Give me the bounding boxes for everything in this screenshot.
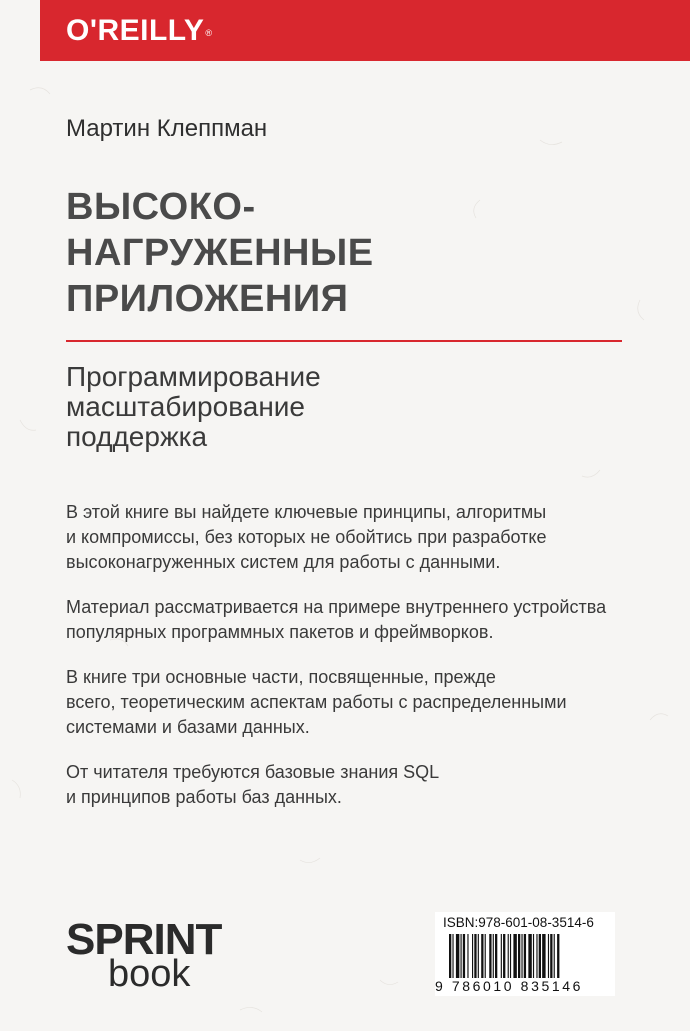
- title-line: ВЫСОКО-: [66, 186, 256, 228]
- description-line: В книге три основные части, посвященные, прежде: [66, 667, 496, 687]
- barcode-digits: 9 786010 835146: [435, 978, 583, 994]
- description-line: От читателя требуются базовые знания SQL: [66, 762, 440, 782]
- title-line: НАГРУЖЕННЫЕ: [66, 232, 374, 274]
- description-paragraph: [66, 760, 626, 810]
- description-paragraph: [66, 595, 626, 645]
- title-divider: [66, 340, 622, 342]
- imprint-logo: [66, 915, 226, 995]
- description-line: популярных программных пакетов и фреймворков.: [66, 622, 494, 642]
- description-line: и принципов работы баз данных.: [66, 787, 342, 807]
- description-line: системами и базами данных.: [66, 717, 310, 737]
- imprint-logo-line2: book: [108, 953, 191, 995]
- description-paragraph: [66, 665, 626, 740]
- description-paragraph: [66, 500, 626, 575]
- trademark-symbol: ®: [205, 28, 213, 38]
- imprint-logo-line1: SPRINT: [66, 915, 222, 964]
- isbn-label: ISBN:978-601-08-3514-6: [443, 915, 594, 930]
- book-description: [66, 500, 626, 830]
- author-name: Мартин Клеппман: [66, 115, 268, 142]
- subtitle-line: масштабирование: [66, 391, 305, 422]
- barcode-bars: [435, 934, 615, 978]
- description-line: высоконагруженных систем для работы с данными.: [66, 552, 501, 572]
- book-subtitle: [66, 362, 321, 452]
- description-line: всего, теоретическим аспектам работы с распределенными: [66, 692, 567, 712]
- publisher-logo: [66, 13, 213, 49]
- description-line: В этой книге вы найдете ключевые принципы, алгоритмы: [66, 502, 547, 522]
- description-line: Материал рассматривается на примере внутреннего устройства: [66, 597, 607, 617]
- subtitle-line: поддержка: [66, 421, 208, 452]
- isbn-barcode: [435, 912, 615, 996]
- subtitle-line: Программирование: [66, 361, 321, 392]
- publisher-name: O'REILLY: [66, 14, 205, 47]
- book-title: [66, 184, 586, 322]
- description-line: и компромиссы, без которых не обойтись при разработке: [66, 527, 547, 547]
- title-line: ПРИЛОЖЕНИЯ: [66, 278, 349, 320]
